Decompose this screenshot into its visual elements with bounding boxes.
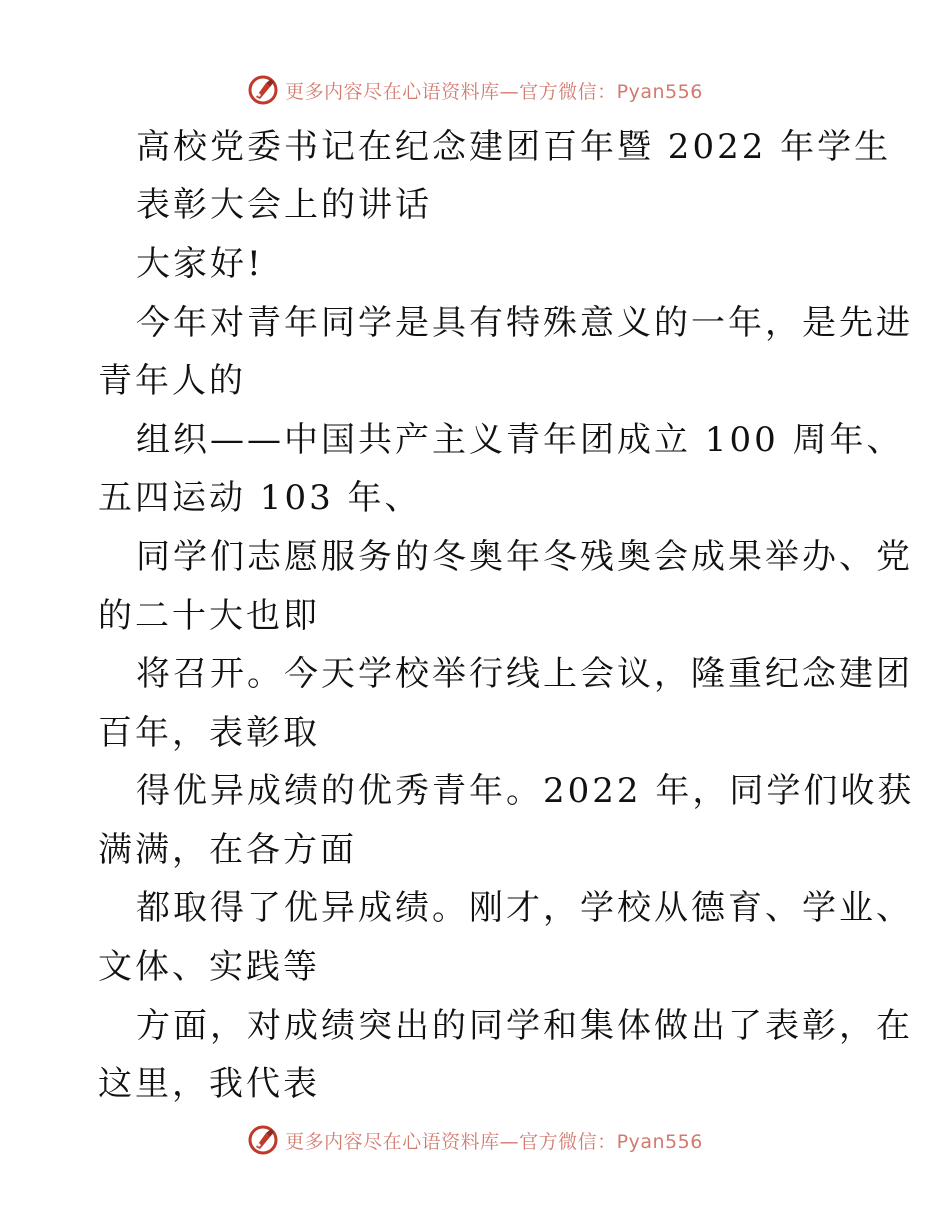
- paragraph-line: 同学们志愿服务的冬奥年冬残奥会成果举办、党: [136, 537, 913, 577]
- document-title-line-1: 高校党委书记在纪念建团百年暨 2022 年学生: [136, 127, 892, 167]
- paragraph-line: 的二十大也即: [98, 596, 320, 636]
- footer-banner: [0, 1120, 950, 1160]
- header-banner: [0, 70, 950, 110]
- pen-nib-logo-icon: [247, 74, 279, 106]
- pen-nib-logo-icon: [247, 1124, 279, 1156]
- greeting-line: 大家好!: [136, 244, 264, 284]
- paragraph-line: 青年人的: [98, 361, 246, 401]
- paragraph-line: 方面，对成绩突出的同学和集体做出了表彰，在: [136, 1006, 913, 1046]
- paragraph-line: 组织——中国共产主义青年团成立 100 周年、: [136, 420, 904, 460]
- header-banner-text: 更多内容尽在心语资料库—官方微信：Pyan556: [285, 80, 703, 103]
- document-title-line-2: 表彰大会上的讲话: [136, 185, 432, 225]
- paragraph-line: 满满，在各方面: [98, 830, 357, 870]
- paragraph-line: 文体、实践等: [98, 947, 320, 987]
- footer-banner-text: 更多内容尽在心语资料库—官方微信：Pyan556: [285, 1130, 703, 1153]
- paragraph-line: 今年对青年同学是具有特殊意义的一年，是先进: [136, 303, 913, 343]
- paragraph-line: 都取得了优异成绩。刚才，学校从德育、学业、: [136, 888, 913, 928]
- paragraph-line: 五四运动 103 年、: [98, 478, 422, 518]
- paragraph-line: 百年，表彰取: [98, 713, 320, 753]
- paragraph-line: 这里，我代表: [98, 1064, 320, 1104]
- paragraph-line: 得优异成绩的优秀青年。2022 年，同学们收获: [136, 771, 915, 811]
- paragraph-line: 将召开。今天学校举行线上会议，隆重纪念建团: [136, 654, 913, 694]
